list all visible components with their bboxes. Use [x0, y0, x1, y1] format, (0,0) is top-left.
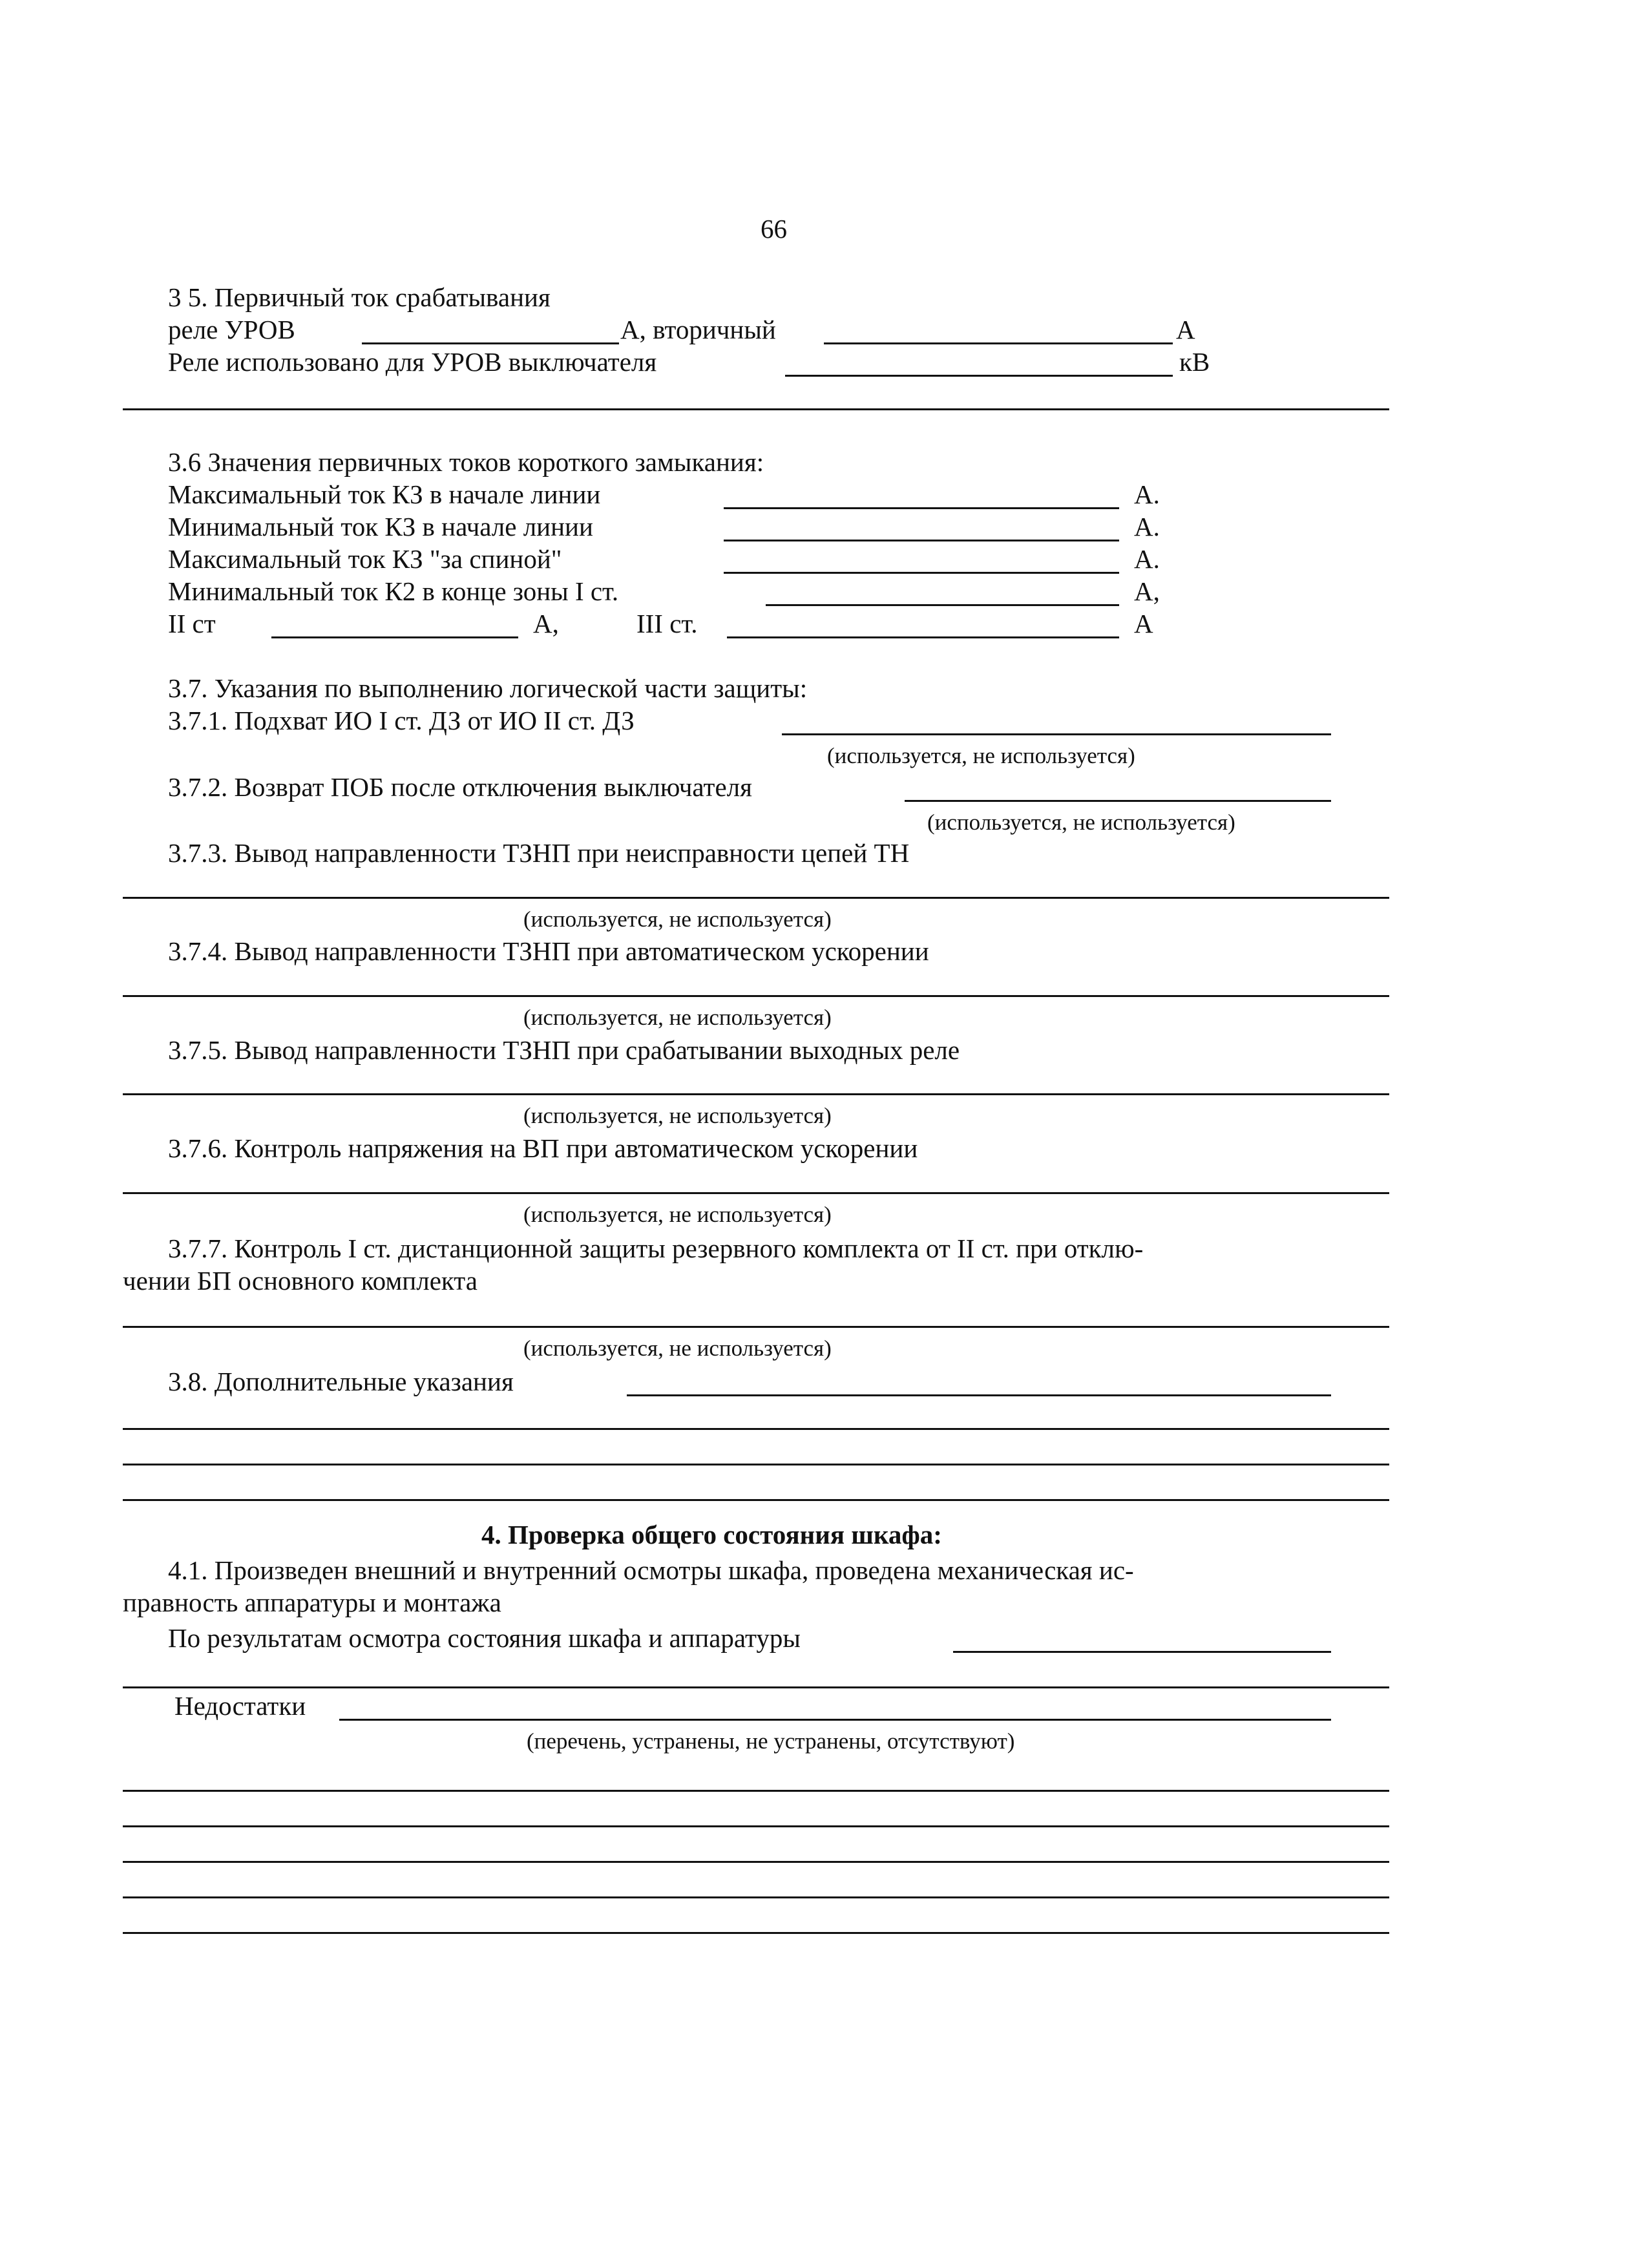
defects-label: Недостатки [174, 1691, 306, 1721]
item-3-7-2: 3.7.2. Возврат ПОБ после отключения выключателя [168, 772, 752, 802]
item-3-7-7-continued: чении БП основного комплекта [123, 1266, 478, 1296]
item-3-7-5-field[interactable] [123, 1093, 1389, 1095]
section-3-8-label: 3.8. Дополнительные указания [168, 1367, 514, 1396]
usage-hint: (используется, не используется) [927, 810, 1235, 835]
defects-field[interactable] [339, 1719, 1331, 1721]
max-current-behind-label: Максимальный ток КЗ "за спиной" [168, 544, 562, 574]
max-current-start-label: Максимальный ток КЗ в начале линии [168, 479, 601, 509]
item-3-7-4: 3.7.4. Вывод направленности ТЗНП при автоматическом ускорении [168, 936, 929, 966]
item-4-1: 4.1. Произведен внешний и внутренний осмотры шкафа, проведена механическая ис- [168, 1555, 1134, 1585]
defects-line[interactable] [123, 1861, 1389, 1863]
inspection-result-line[interactable] [123, 1686, 1389, 1688]
section-3-7-title: 3.7. Указания по выполнению логической части защиты: [168, 673, 808, 703]
separator-line [123, 408, 1389, 410]
defects-line[interactable] [123, 1790, 1389, 1792]
additional-notes-line[interactable] [123, 1428, 1389, 1430]
section-3-6-title: 3.6 Значения первичных токов короткого замыкания: [168, 447, 764, 477]
secondary-unit: А [1176, 315, 1195, 344]
item-3-7-6-field[interactable] [123, 1192, 1389, 1194]
breaker-voltage-field[interactable] [785, 375, 1173, 377]
item-3-7-1-field[interactable] [782, 733, 1331, 735]
inspection-result-field[interactable] [953, 1651, 1331, 1653]
min-current-start-field[interactable] [724, 540, 1119, 541]
additional-notes-line[interactable] [123, 1499, 1389, 1501]
defects-line[interactable] [123, 1896, 1389, 1898]
inspection-result-label: По результатам осмотра состояния шкафа и аппаратуры [168, 1623, 801, 1653]
min-current-zone-end-label: Минимальный ток К2 в конце зоны I ст. [168, 576, 619, 606]
item-3-7-1: 3.7.1. Подхват ИО I ст. ДЗ от ИО II ст. ДЗ [168, 706, 635, 735]
item-3-7-3-field[interactable] [123, 897, 1389, 899]
item-3-7-6: 3.7.6. Контроль напряжения на ВП при автоматическом ускорении [168, 1133, 918, 1163]
unit-a: А. [1134, 512, 1160, 541]
usage-hint: (используется, не используется) [523, 1336, 832, 1361]
kv-unit: кВ [1179, 347, 1210, 377]
secondary-current-field[interactable] [824, 342, 1173, 344]
unit-a: А, [1134, 576, 1160, 606]
page-number: 66 [761, 214, 787, 244]
item-3-7-7: 3.7.7. Контроль I ст. дистанционной защиты резервного комплекта от II ст. при отклю- [168, 1234, 1144, 1263]
relay-used-label: Реле использовано для УРОВ выключателя [168, 347, 657, 377]
stage-2-label: II ст [168, 609, 216, 638]
stage-3-field[interactable] [727, 636, 1119, 638]
unit-a: А. [1134, 479, 1160, 509]
item-4-1-continued: правность аппаратуры и монтажа [123, 1588, 501, 1617]
unit-a: А. [1134, 544, 1160, 574]
stage-2-field[interactable] [271, 636, 518, 638]
usage-hint: (используется, не используется) [523, 907, 832, 932]
stage-3-label: III ст. [636, 609, 698, 638]
item-3-7-7-field[interactable] [123, 1326, 1389, 1328]
item-3-7-2-field[interactable] [905, 800, 1331, 802]
item-3-7-4-field[interactable] [123, 995, 1389, 997]
item-3-7-3: 3.7.3. Вывод направленности ТЗНП при неисправности цепей ТН [168, 838, 910, 868]
max-current-behind-field[interactable] [724, 572, 1119, 574]
section-3-5-title: 3 5. Первичный ток срабатывания [168, 282, 551, 312]
usage-hint: (используется, не используется) [827, 743, 1135, 768]
usage-hint: (используется, не используется) [523, 1005, 832, 1030]
min-current-start-label: Минимальный ток КЗ в начале линии [168, 512, 593, 541]
section-4-heading: 4. Проверка общего состояния шкафа: [481, 1520, 942, 1549]
additional-notes-line[interactable] [123, 1464, 1389, 1465]
max-current-start-field[interactable] [724, 507, 1119, 509]
item-3-7-5: 3.7.5. Вывод направленности ТЗНП при срабатывании выходных реле [168, 1035, 960, 1065]
unit-a: А [1134, 609, 1153, 638]
min-current-zone-end-field[interactable] [766, 604, 1119, 606]
additional-notes-field[interactable] [627, 1394, 1331, 1396]
defects-line[interactable] [123, 1825, 1389, 1827]
primary-current-field[interactable] [362, 342, 619, 344]
defects-line[interactable] [123, 1932, 1389, 1934]
unit-a: А, [533, 609, 559, 638]
usage-hint: (используется, не используется) [523, 1202, 832, 1227]
secondary-label: А, вторичный [620, 315, 776, 344]
usage-hint: (используется, не используется) [523, 1103, 832, 1128]
defects-hint: (перечень, устранены, не устранены, отсутствуют) [527, 1728, 1015, 1754]
relay-urov-label: реле УРОВ [168, 315, 295, 344]
